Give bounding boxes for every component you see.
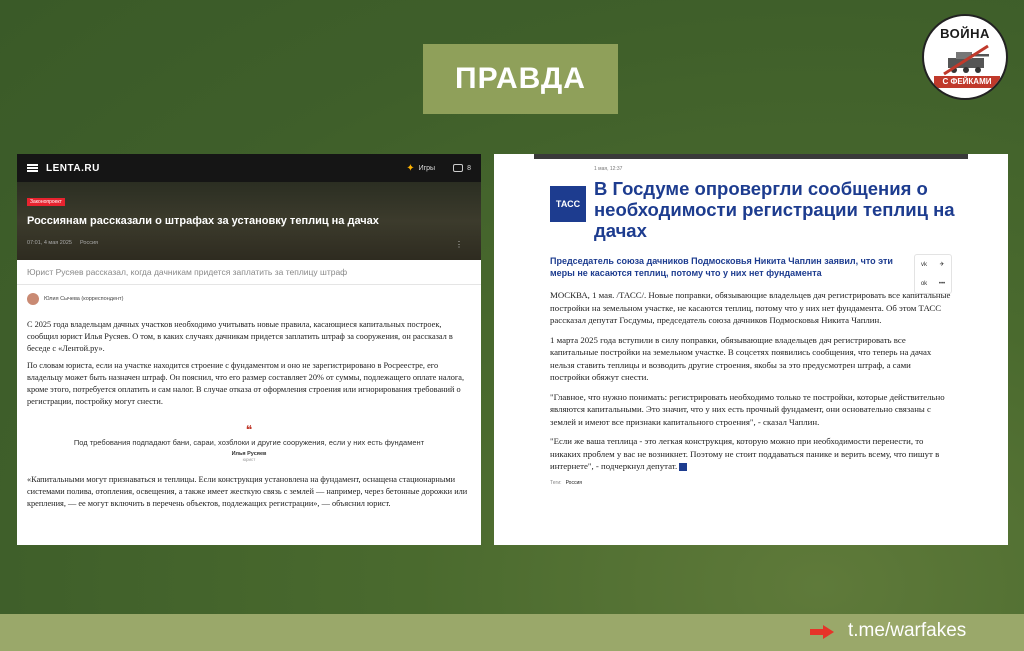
- more-icon[interactable]: ⋮: [455, 240, 463, 249]
- telegram-link[interactable]: t.me/warfakes: [848, 620, 967, 641]
- avatar: [27, 293, 39, 305]
- lenta-body: [17, 313, 481, 408]
- tass-paragraph-1: МОСКВА, 1 мая. /ТАСС/. Новые поправки, обязывающие владельцев дач регистрировать все капитальные постройки на земельном участке, не касаются теплиц, потому что у них нет фундамента. Об этом ТАСС рассказал депутат Госдумы, председатель союза дачников Подмосковья Никита Чаплин.: [550, 290, 951, 325]
- lenta-subtitle: Юрист Русяев рассказал, когда дачникам придется заплатить за теплицу штраф: [17, 260, 481, 285]
- tass-headline: В Госдуме опровергли сообщения о необходимости регистрации теплиц на дачах: [594, 178, 955, 241]
- tass-paragraph-2: 1 марта 2025 года вступили в силу поправки, обязывающие владельцев дач регистрировать все капитальные постройки на земельном участке. В соцсетях появились сообщения, что теперь на дачах нельзя ставить теплицы и возводить другие строения, якобы за это предусмотрен штраф, а сами постройки обяжут снести.: [550, 334, 932, 382]
- tank-icon: [942, 44, 992, 76]
- logo-text-top: ВОЙНА: [940, 26, 990, 41]
- tass-logo[interactable]: ТАСС: [550, 186, 586, 222]
- telegram-share-icon[interactable]: ✈: [939, 262, 945, 269]
- lenta-section[interactable]: Россия: [80, 240, 99, 246]
- lenta-author: [17, 285, 481, 313]
- war-on-fakes-logo: [922, 14, 1008, 100]
- tass-paragraph-4-text: "Если же ваша теплица - это легкая конструкция, которую можно при необходимости перенести, то никаких проблем у вас не возникнет. Поэтому не стоит поддаваться панике и верить всему, что пишут в интернете", - подчеркнул депутат.: [550, 436, 940, 471]
- tags-label: Теги:: [550, 479, 562, 486]
- pravda-badge: [423, 44, 618, 114]
- lenta-body-2: [17, 468, 481, 510]
- quote-icon: ❝: [245, 423, 253, 437]
- quote-text: Под требования подпадают бани, сараи, хозблоки и другие сооружения, если у них есть фундамент: [73, 438, 425, 447]
- author-name[interactable]: Юлия Сычева (корреспондент): [44, 296, 124, 302]
- tass-paragraph-3: "Главное, что нужно понимать: регистрировать необходимо только те постройки, которые действительно являются капитальными. Это значит, что у них есть прочный фундамент, они основательно связаны с землей и имеют все признаки капитального строения", - сказал Чаплин.: [550, 391, 945, 427]
- lenta-paragraph-3: «Капитальными могут признаваться и теплицы. Если конструкция установлена на фундамент, оснащена стационарными системами полива, отопления, освещения, а также имеет жесткую связь с землей — например, через бетонные дорожки или крепления, — ее могут включить в перечень объектов, подлежащих регистрации», — объяснил юрист.: [27, 475, 468, 508]
- tass-end-icon: [679, 463, 687, 471]
- comments-count[interactable]: 8: [467, 164, 471, 172]
- lenta-navbar: [17, 154, 481, 182]
- quote-author: Илья Русяев: [231, 451, 267, 457]
- lenta-tag[interactable]: Законопроект: [27, 198, 65, 206]
- lenta-date: 07:01, 4 мая 2025: [27, 240, 72, 246]
- tass-header: [494, 172, 1008, 241]
- tass-paragraph-4: [550, 435, 952, 473]
- comments-icon[interactable]: [453, 164, 463, 172]
- games-label[interactable]: Игры: [418, 164, 436, 172]
- lenta-quote: [17, 413, 481, 468]
- lenta-hero: [17, 182, 481, 260]
- lenta-paragraph-2: По словам юриста, если на участке находится строение с фундаментом и оно не зарегистрировано в Росреестре, его владельцу может быть назначен штраф. Он пояснил, что его размер составляет 20% от суммы, подлежащего оплате налога, кроме этого, потребуется оплатить и сам налог. В случае отказа от оформления строения или игнорирования требований о регистрации, постройку могут снести.: [27, 361, 465, 406]
- tass-tags: [494, 480, 1008, 486]
- tass-body: [494, 279, 1008, 473]
- tag-link[interactable]: Россия: [565, 479, 582, 486]
- more-share-icon[interactable]: •••: [938, 280, 946, 287]
- tass-lead: Председатель союза дачников Подмосковья Никита Чаплин заявил, что эти меры не касаются теплиц, потому что у них нет фундамента: [550, 256, 893, 278]
- lenta-meta: [27, 240, 471, 249]
- ok-share-icon[interactable]: ok: [920, 280, 928, 287]
- lenta-logo[interactable]: LENTA.RU: [46, 162, 100, 174]
- logo-text-bottom: С ФЕЙКАМИ: [934, 76, 1000, 88]
- games-icon[interactable]: ✦: [406, 162, 415, 174]
- quote-role: юрист: [242, 457, 256, 462]
- lenta-screenshot: [17, 154, 481, 545]
- arrow-right-icon: [810, 625, 834, 639]
- share-panel: [914, 254, 952, 294]
- tass-date: 1 мая, 12:37: [594, 166, 623, 172]
- vk-share-icon[interactable]: vk: [921, 261, 927, 268]
- badge-label: ПРАВДА: [455, 62, 586, 95]
- menu-icon[interactable]: [27, 164, 38, 172]
- lenta-headline: Россиянам рассказали о штрафах за установку теплиц на дачах: [27, 215, 379, 227]
- tass-screenshot: [494, 154, 1008, 545]
- lenta-paragraph-1: С 2025 года владельцам дачных участков необходимо учитывать новые правила, касающиеся капитальных построек, сообщил юрист Илья Русяев. О том, в каких случаях дачникам придется заплатить штраф за сооружения, он рассказал в беседе с «Лентой.ру».: [27, 320, 453, 353]
- footer: [0, 614, 1024, 651]
